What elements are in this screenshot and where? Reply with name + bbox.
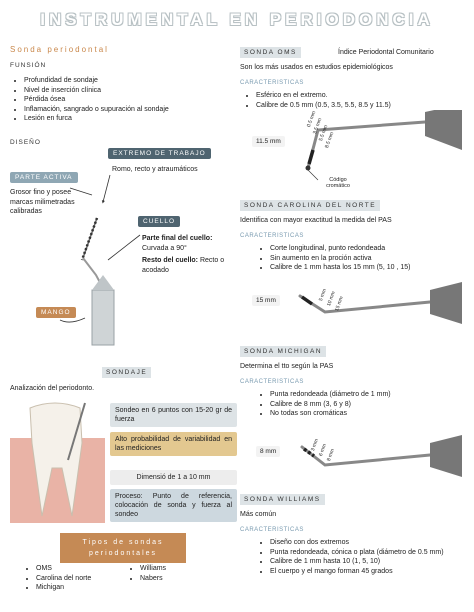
list-item: • Calibre de 1 mm hasta los 15 mm (5, 10 , 15) [270,263,474,273]
cuello-label: CUELLO [138,216,180,227]
info-box-dimension: Dimensió de 1 a 10 mm [110,470,237,485]
carolina-desc: Identifica con mayor exactitud la medida del PAS [240,217,392,224]
tipos-heading: Tipos de sondas periodontales [60,533,186,563]
michigan-probe [290,425,470,485]
list-item: • Inflamación, sangrado o supuración al sondaje [24,105,234,115]
oms-code-label: Código cromático [326,177,350,189]
williams-char-heading: CARACTERISTICAS [240,527,304,533]
list-item: • Calibre de 0.5 mm (0.5, 3.5, 5.5, 8.5 y 11.5) [256,101,474,111]
list-item: • No todas son cromáticas [270,409,474,419]
oms-heading: SONDA OMS [240,47,301,58]
list-item: • Sin aumento en la proción activa [270,254,474,264]
list-item: • OMS [36,564,91,574]
cuello-resto-text: Recto o acodado [142,257,225,274]
oms-mark: 8.5 mm [324,131,336,150]
carolina-char-heading: CARACTERISTICAS [240,233,304,239]
oms-mark: 5.5 mm [318,124,330,143]
cuello-resto [142,256,232,275]
cuello-resto-bold: Resto del cuello: [142,257,199,264]
info-box-proceso: Proceso: Punto de referencia, colocación de sonda y fuerza al sondeo [110,489,237,522]
tipos-list-1 [22,564,91,593]
function-heading: FUNSIÓN [10,62,47,69]
parte-activa-label: PARTE ACTIVA [10,172,78,183]
oms-probe-handle [425,110,462,150]
list-item: • Nivel de inserción clínica [24,86,234,96]
extremo-text: Romo, recto y atraumáticos [112,166,198,173]
williams-heading: SONDA WILLIAMS [240,494,325,505]
carolina-mark: 10 mm [326,290,337,308]
carolina-probe [290,272,470,332]
sondaje-text: Analización del periodonto. [10,385,95,392]
tipos-list-2 [126,564,166,583]
function-list [10,76,234,124]
carolina-mark: 15 mm [334,295,345,313]
probe-handle [92,290,114,345]
cuello-final-text: Curvada a 90° [142,244,187,252]
oms-desc: Son los más usados en estudios epidemiológicos [240,64,393,71]
williams-desc: Más común [240,511,277,518]
list-item: • El cuerpo y el mango forman 45 grados [270,567,474,577]
list-item: • Nabers [140,574,166,584]
michigan-mark: 6 mm [318,443,328,458]
list-item: • Corte longitudinal, punto redondeada [270,244,474,254]
oms-mark: 0.5 mm [306,110,318,129]
oms-mark: 3.5 mm [312,117,324,136]
info-box-sondeo: Sondeo en 6 puntos con 15-20 gr de fuerza [110,403,237,427]
cuello-final-bold: Parte final del cuello: [142,235,213,242]
oms-char-heading: CARACTERISTICAS [240,80,304,86]
carolina-tag: 15 mm [252,295,280,306]
list-item: • Williams [140,564,166,574]
williams-list [256,538,474,576]
michigan-mark: 8 mm [326,448,336,463]
carolina-list [256,244,474,273]
tooth-illustration [10,398,110,523]
oms-tag: 11.5 mm [252,136,285,147]
parte-activa-text: Grosor fino y posee marcas milimetradas calibradas [10,189,75,216]
sondaje-heading: SONDAJE [102,367,151,378]
oms-side-title: Índice Periodontal Comunitario [338,49,434,56]
list-item: • Calibre de 1 mm hasta 10 (1, 5, 10) [270,557,474,567]
list-item: • Punta redondeada (diámetro de 1 mm) [270,390,474,400]
list-item: • Profundidad de sondaje [24,76,234,86]
extremo-label: EXTREMO DE TRABAJO [108,148,211,159]
michigan-list [256,390,474,419]
list-item: • Michigan [36,583,91,593]
carolina-mark: 5 mm [318,288,328,303]
oms-list [242,91,474,110]
michigan-mark: 3 mm [310,438,320,453]
michigan-desc: Determina el tto según la PAS [240,363,334,370]
list-item: • Esférico en el extremo. [256,91,474,101]
page-title: INSTRUMENTAL EN PERIODONCIA [40,10,434,29]
list-item: • Punta redondeada, cónica o plata (diámetro de 0.5 mm) [270,548,474,558]
michigan-tag: 8 mm [256,446,280,457]
list-item: • Calibre de 8 mm (3, 6 y 8) [270,400,474,410]
probe-handle-top [92,275,114,290]
cuello-final [142,234,232,253]
info-box-variabilidad: Alto probabilidad de variabilidad en las mediciones [110,432,237,456]
section-heading-sonda: Sonda periodontal [10,45,109,54]
michigan-char-heading: CARACTERISTICAS [240,379,304,385]
carolina-heading: SONDA CAROLINA DEL NORTE [240,200,380,211]
list-item: • Lesión en furca [24,114,234,124]
mango-label: MANGO [36,307,76,318]
list-item: • Diseño con dos extremos [270,538,474,548]
list-item: • Carolina del norte [36,574,91,584]
design-heading: DISEÑO [10,139,41,146]
list-item: • Pérdida ósea [24,95,234,105]
michigan-heading: SONDA MICHIGAN [240,346,326,357]
